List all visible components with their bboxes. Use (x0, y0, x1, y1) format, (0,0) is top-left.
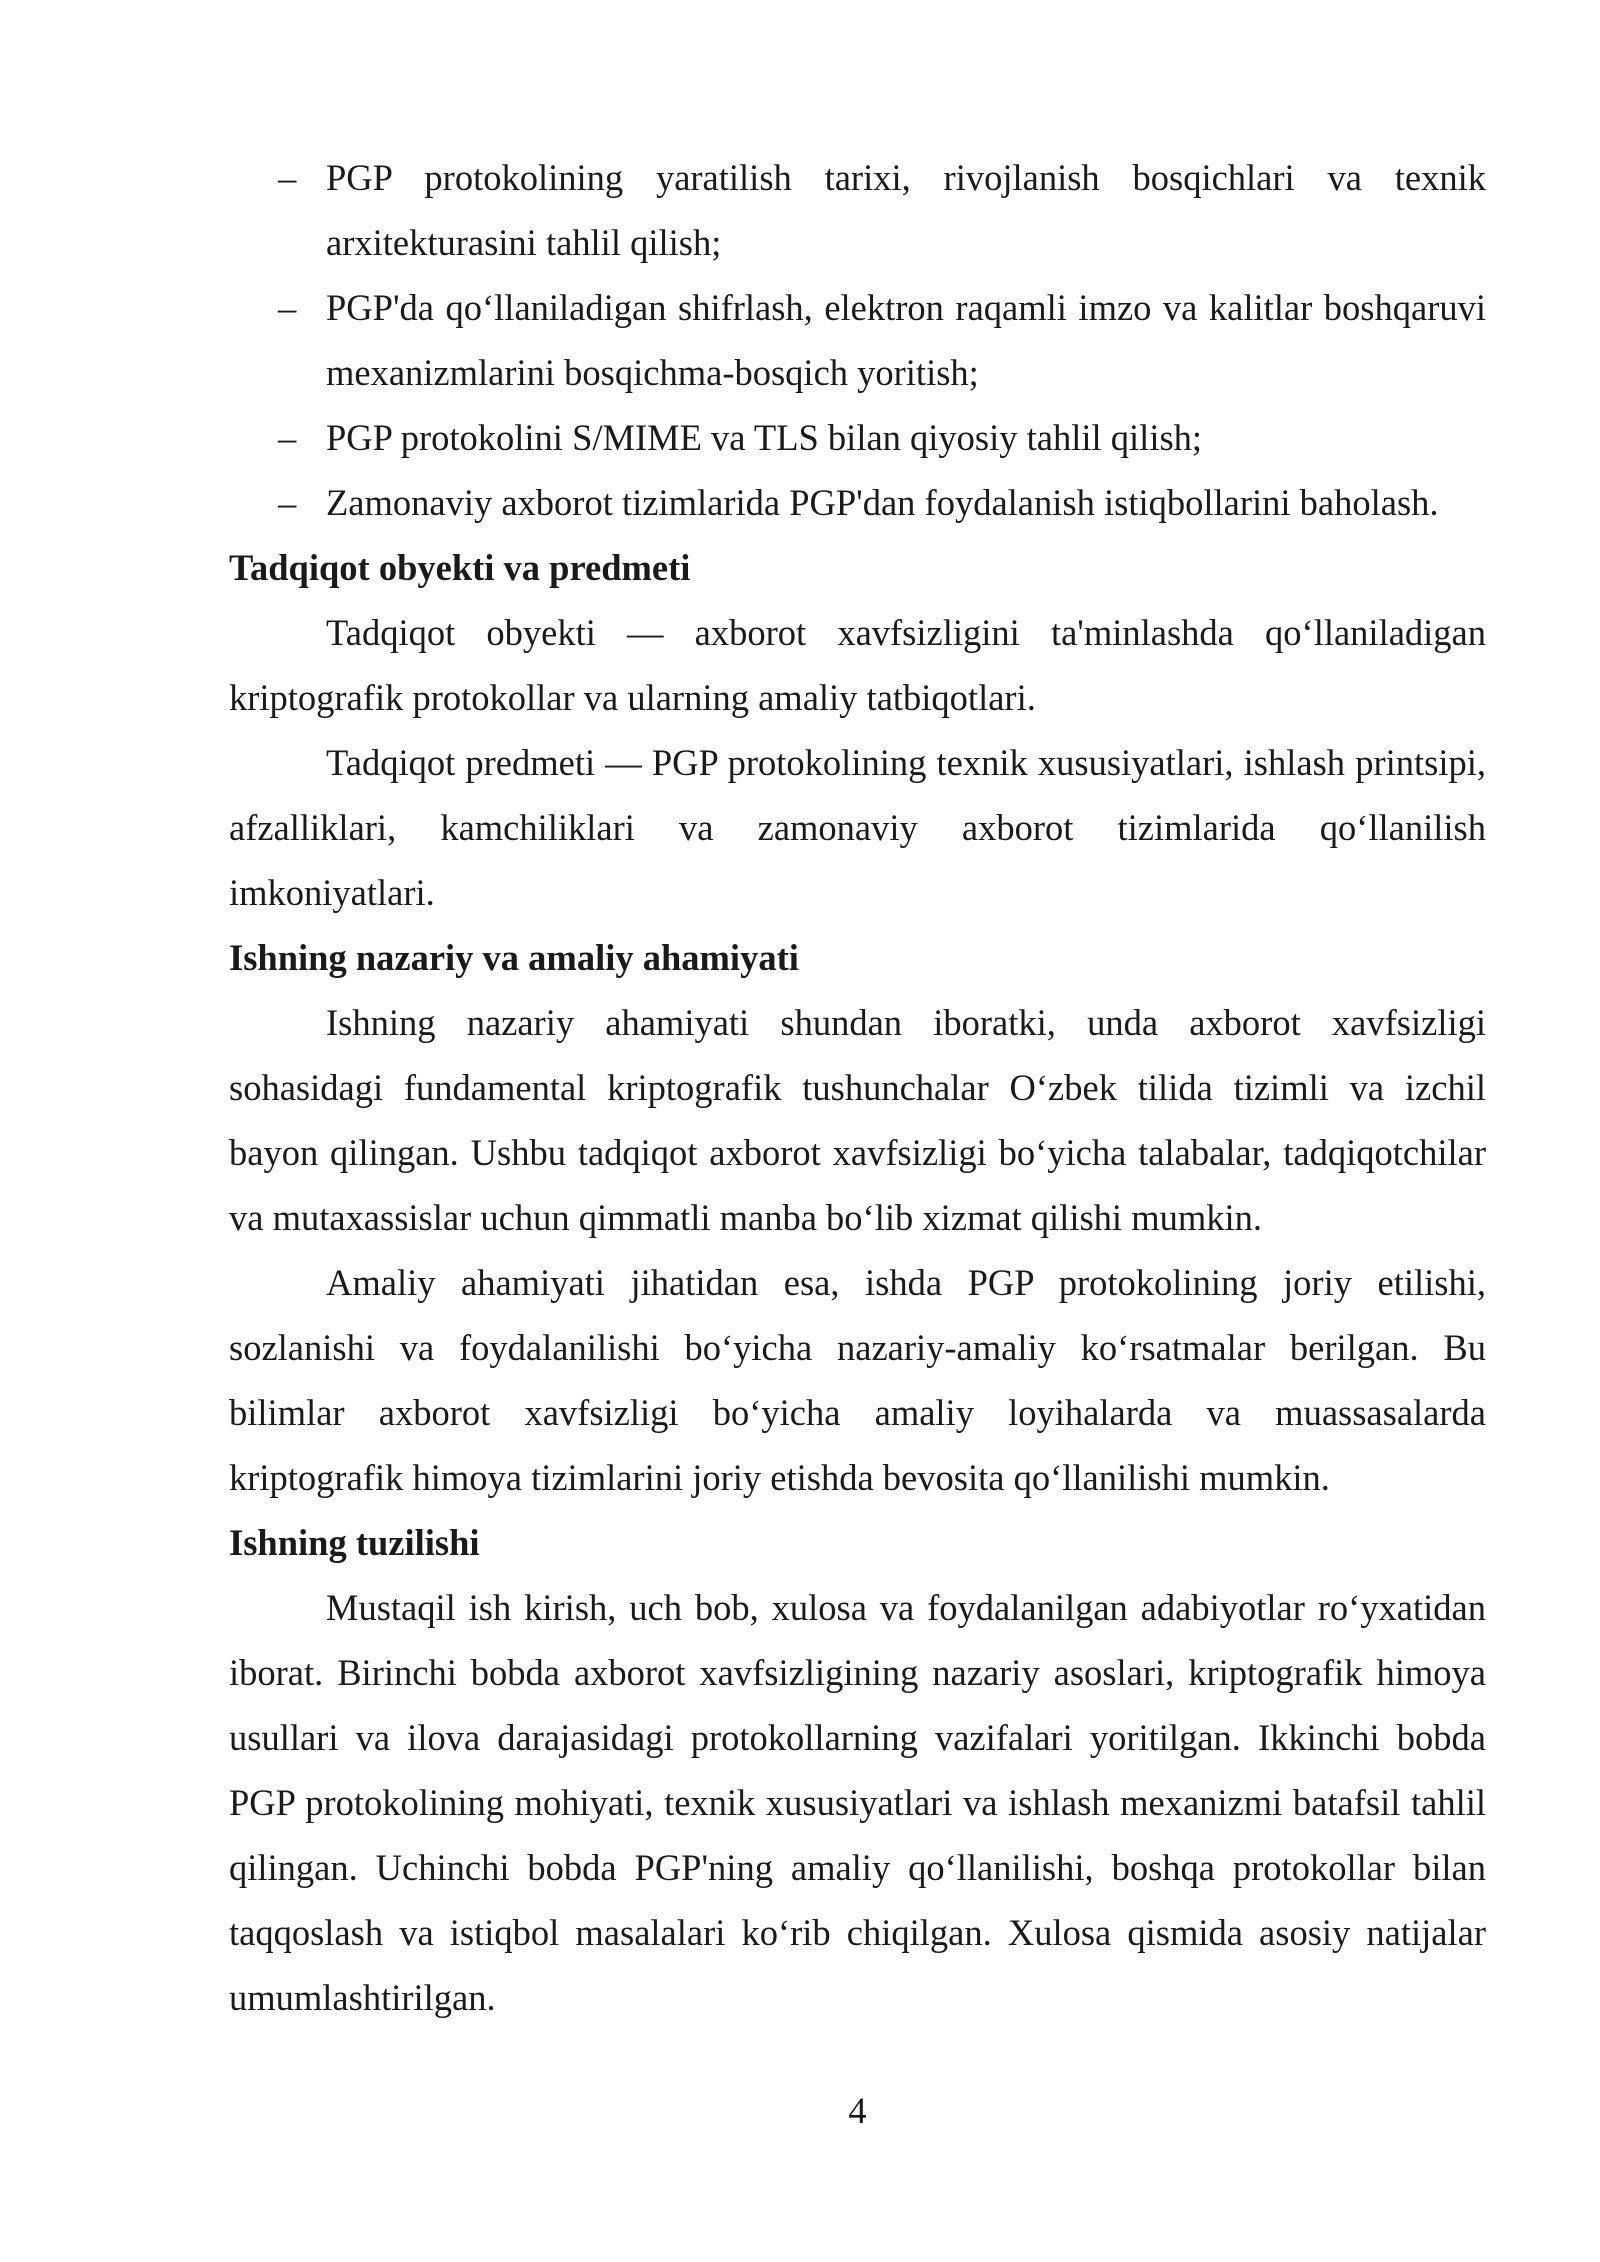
paragraph: Tadqiqot obyekti — axborot xavfsizligini ta'minlashda qo‘llaniladigan kriptografik protokollar va ularning amaliy tatbiqotlari. (229, 612, 1486, 718)
paragraph: Mustaqil ish kirish, uch bob, xulosa va foydalanilgan adabiyotlar ro‘yxatidan iborat. Birinchi bobda axborot xavfsizligining nazariy asoslari, kriptografik himoya usullari va ilova darajasidagi protokollarning vazifalari yoritilgan. Ikkinchi bobda PGP protokolining mohiyati, texnik xususiyatlari va ishlash mexanizmi batafsil tahlil qilingan. Uchinchi bobda PGP'ning amaliy qo‘llanilishi, boshqa protokollar bilan taqqoslash va istiqbol masalalari ko‘rib chiqilgan. Xulosa qismida asosiy natijalar umumlashtirilgan. (229, 1587, 1486, 2018)
dash-bullet-icon: – (278, 157, 297, 198)
page-number: 4 (848, 2090, 867, 2131)
list-item (229, 405, 1486, 470)
list-item-text: Zamonaviy axborot tizimlarida PGP'dan foydalanish istiqbollarini baholash. (326, 482, 1439, 523)
list-item (229, 275, 1486, 405)
dash-bullet-icon: – (278, 482, 297, 523)
page-content (229, 145, 1486, 2030)
list-item (229, 470, 1486, 535)
list-item (229, 145, 1486, 275)
paragraph: Ishning nazariy ahamiyati shundan iboratki, unda axborot xavfsizligi sohasidagi fundamental kriptografik tushunchalar O‘zbek tilida tizimli va izchil bayon qilingan. Ushbu tadqiqot axborot xavfsizligi bo‘yicha talabalar, tadqiqotchilar va mutaxassislar uchun qimmatli manba bo‘lib xizmat qilishi mumkin. (229, 1002, 1486, 1238)
list-item-text: PGP protokolini S/MIME va TLS bilan qiyosiy tahlil qilish; (326, 417, 1203, 458)
paragraph: Tadqiqot predmeti — PGP protokolining texnik xususiyatlari, ishlash printsipi, afzalliklari, kamchiliklari va zamonaviy axborot tizimlarida qo‘llanilish imkoniyatlari. (229, 742, 1486, 913)
list-item-text: PGP protokolining yaratilish tarixi, rivojlanish bosqichlari va texnik arxitekturasini tahlil qilish; (326, 157, 1486, 263)
section-heading: Tadqiqot obyekti va predmeti (229, 547, 691, 588)
dash-bullet-icon: – (278, 417, 297, 458)
paragraph: Amaliy ahamiyati jihatidan esa, ishda PGP protokolining joriy etilishi, sozlanishi va foydalanilishi bo‘yicha nazariy-amaliy ko‘rsatmalar berilgan. Bu bilimlar axborot xavfsizligi bo‘yicha amaliy loyihalarda va muassasalarda kriptografik himoya tizimlarini joriy etishda bevosita qo‘llanilishi mumkin. (229, 1262, 1486, 1498)
list-item-text: PGP'da qo‘llaniladigan shifrlash, elektron raqamli imzo va kalitlar boshqaruvi mexanizmlarini bosqichma-bosqich yoritish; (326, 287, 1486, 393)
section-heading: Ishning nazariy va amaliy ahamiyati (229, 937, 799, 978)
dash-bullet-icon: – (278, 287, 297, 328)
section-heading: Ishning tuzilishi (229, 1522, 480, 1563)
